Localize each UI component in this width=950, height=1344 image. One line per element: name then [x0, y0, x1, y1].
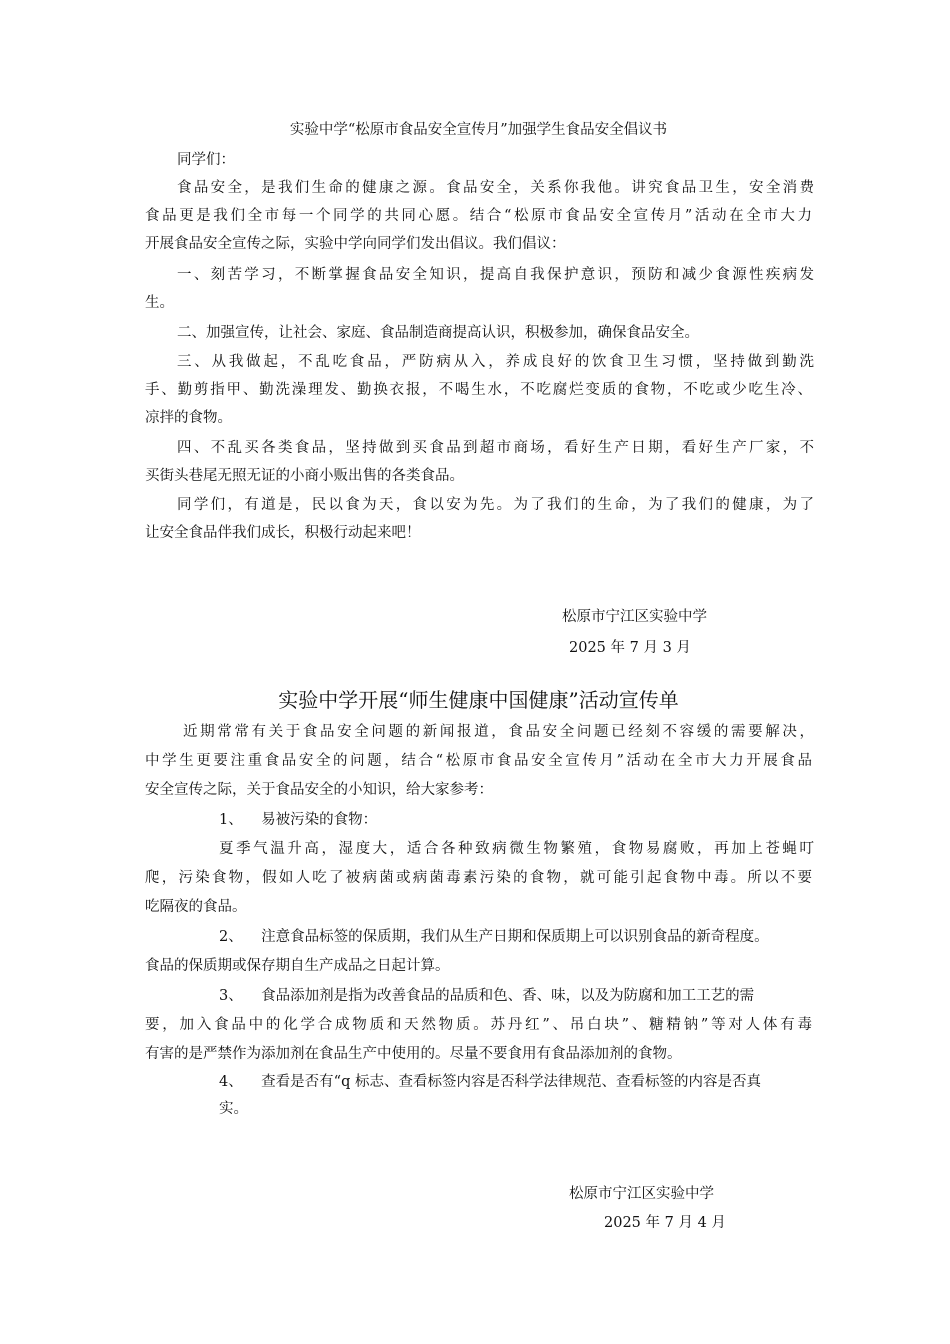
flyer-line: 要，加入食品中的化学合成物质和天然物质。苏丹红”、吊白块”、糖精钠”等对人体有毒: [145, 1017, 812, 1033]
flyer-line: 吃隔夜的食品。: [145, 899, 247, 915]
flyer-item-heading: 4、 查看是否有“q 标志、查看标签内容是否科学法律规范、查看标签的内容是否真: [219, 1074, 761, 1090]
flyer-date: 2025 年 7 月 4 月: [604, 1215, 726, 1231]
flyer-line: 近期常常有关于食品安全问题的新闻报道，食品安全问题已经刻不容缓的需要解决，: [183, 724, 814, 740]
letter-greeting: 同学们：: [177, 152, 235, 168]
letter-line: 二、加强宣传，让社会、家庭、食品制造商提高认识，积极参加，确保食品安全。: [177, 325, 699, 341]
letter-title: 实验中学“松原市食品安全宣传月”加强学生食品安全倡议书: [289, 122, 668, 138]
letter-line: 凉拌的食物。: [145, 410, 232, 426]
letter-line: 同学们，有道是，民以食为天，食以安为先。为了我们的生命，为了我们的健康，为了: [177, 497, 814, 513]
letter-signature: 松原市宁江区实验中学: [562, 609, 707, 625]
flyer-title: 实验中学开展“师生健康中国健康”活动宣传单: [278, 688, 679, 712]
flyer-line: 中学生更要注重食品安全的问题，结合“松原市食品安全宣传月”活动在全市大力开展食品: [145, 753, 812, 769]
flyer-line: 安全宣传之际，关于食品安全的小知识，给大家参考：: [145, 782, 493, 798]
flyer-line: 夏季气温升高，湿度大，适合各种致病微生物繁殖，食物易腐败，再加上苍蝇叮: [219, 841, 814, 857]
flyer-line: 食品的保质期或保存期自生产成品之日起计算。: [145, 958, 450, 974]
letter-line: 食品更是我们全市每一个同学的共同心愿。结合“松原市食品安全宣传月”活动在全市大力: [145, 208, 812, 224]
flyer-item-heading: 2、 注意食品标签的保质期，我们从生产日期和保质期上可以识别食品的新奇程度。: [219, 929, 769, 945]
letter-line: 开展食品安全宣传之际，实验中学向同学们发出倡议。我们倡议：: [145, 236, 566, 252]
letter-date: 2025 年 7 月 3 月: [569, 640, 691, 656]
flyer-line: 爬，污染食物，假如人吃了被病菌或病菌毒素污染的食物，就可能引起食物中毒。所以不要: [145, 870, 812, 886]
letter-line: 一、刻苦学习，不断掌握食品安全知识，提高自我保护意识，预防和减少食源性疾病发: [177, 267, 814, 283]
flyer-item-heading: 1、 易被污染的食物：: [219, 812, 378, 828]
letter-line: 手、勤剪指甲、勤洗澡理发、勤换衣报，不喝生水，不吃腐烂变质的食物，不吃或少吃生冷、: [145, 382, 812, 398]
flyer-signature: 松原市宁江区实验中学: [569, 1186, 714, 1202]
letter-line: 买街头巷尾无照无证的小商小贩出售的各类食品。: [145, 468, 464, 484]
flyer-line: 实。: [219, 1101, 248, 1117]
letter-line: 食品安全，是我们生命的健康之源。食品安全，关系你我他。讲究食品卫生，安全消费: [177, 180, 814, 196]
flyer-item-heading: 3、 食品添加剂是指为改善食品的品质和色、香、味，以及为防腐和加工工艺的需: [219, 988, 755, 1004]
letter-line: 四、不乱买各类食品，坚持做到买食品到超市商场，看好生产日期，看好生产厂家，不: [177, 440, 814, 456]
flyer-line: 有害的是严禁作为添加剂在食品生产中使用的。尽量不要食用有食品添加剂的食物。: [145, 1046, 682, 1062]
letter-line: 三、从我做起，不乱吃食品，严防病从入，养成良好的饮食卫生习惯，坚持做到勤洗: [177, 354, 814, 370]
letter-line: 生。: [145, 295, 174, 311]
letter-line: 让安全食品伴我们成长，积极行动起来吧！: [145, 525, 421, 541]
